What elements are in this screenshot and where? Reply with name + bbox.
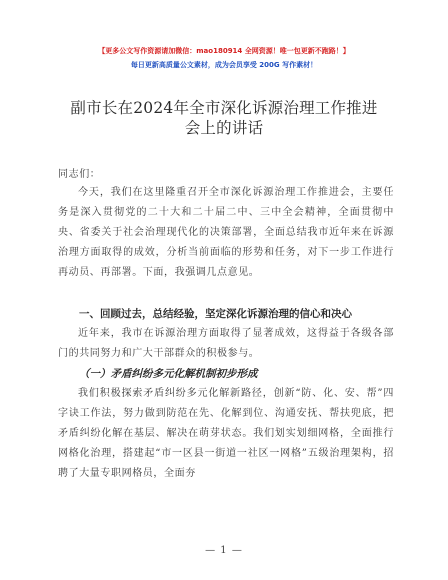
paragraph-subsection1: 我们积极探索矛盾纠纷多元化解新路径，创新“防、化、安、帮”四字诀工作法，努力做到防范在先、化解到位、沟通安抚、帮扶兜底，把矛盾纠纷化解在基层、解决在萌芽状态。我们划实划细网格，全面推行网格化治理，搭建起“市一区县一街道一社区一网格”五级治理架构，招聘了大量专职网格员，全面夯: [58, 388, 394, 479]
paragraph-section1: 近年来，我市在诉源治理方面取得了显著成效，这得益于各级各部门的共同努力和广大干部群众的积极参与。: [58, 328, 394, 359]
section-heading-1: 一、回顾过去，总结经验，坚定深化诉源治理的信心和决心: [79, 308, 352, 320]
salutation: 同志们：: [58, 169, 101, 180]
paragraph-intro: 今天，我们在这里隆重召开全市深化诉源治理工作推进会，主要任务是深入贯彻党的二十大和二十届二中、三中全会精神，全面贯彻中央、省委关于社会治理现代化的决策部署，全面总结我市近年来在诉源治理方面取得的成效，分析当前面临的形势和任务，对下一步工作进行再动员、再部署。下面，我强调几点意见。: [58, 187, 394, 278]
promo-banner-line2: 每日更新高质量公文素材，成为会员享受 200G 写作素材！: [130, 61, 318, 69]
promo-banner-line1: 【更多公文写作资源请加微信：mao180914 全网资源！唯一包更新不跑路！】: [98, 47, 350, 55]
subsection-heading-1: （一）矛盾纠纷多元化解机制初步形成: [79, 368, 258, 380]
document-title: 副市长在2024年全市深化诉源治理工作推进会上的讲话: [70, 99, 378, 137]
page-number: — 1 —: [205, 545, 243, 556]
